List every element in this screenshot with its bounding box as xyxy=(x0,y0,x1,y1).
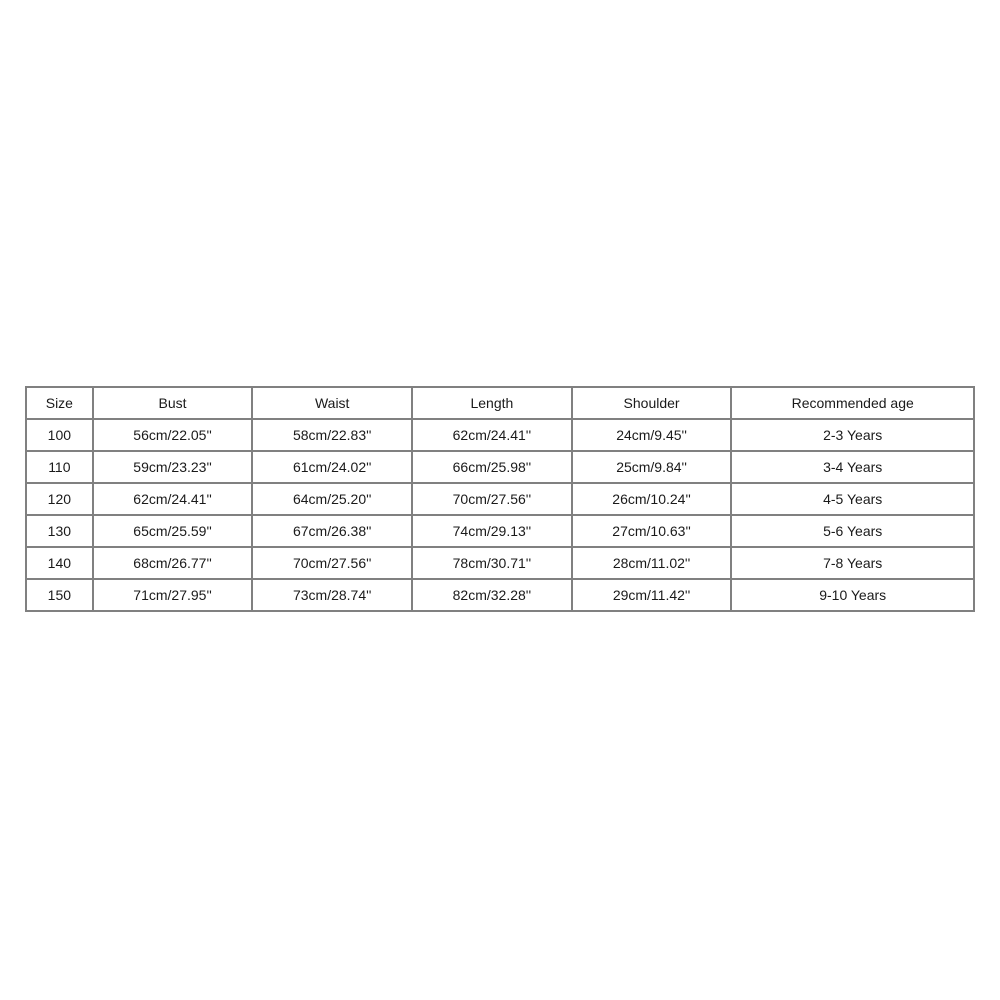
cell-bust: 68cm/26.77'' xyxy=(93,547,253,579)
cell-length: 66cm/25.98'' xyxy=(412,451,572,483)
cell-size: 120 xyxy=(26,483,93,515)
table-row xyxy=(26,579,974,611)
header-bust: Bust xyxy=(93,387,253,419)
cell-size: 110 xyxy=(26,451,93,483)
cell-shoulder: 28cm/11.02'' xyxy=(572,547,732,579)
table-row xyxy=(26,483,974,515)
cell-bust: 59cm/23.23'' xyxy=(93,451,253,483)
cell-bust: 62cm/24.41'' xyxy=(93,483,253,515)
cell-shoulder: 26cm/10.24'' xyxy=(572,483,732,515)
cell-bust: 65cm/25.59'' xyxy=(93,515,253,547)
cell-recommended-age: 7-8 Years xyxy=(731,547,974,579)
cell-recommended-age: 5-6 Years xyxy=(731,515,974,547)
header-waist: Waist xyxy=(252,387,412,419)
cell-recommended-age: 4-5 Years xyxy=(731,483,974,515)
header-length: Length xyxy=(412,387,572,419)
cell-shoulder: 27cm/10.63'' xyxy=(572,515,732,547)
cell-waist: 64cm/25.20'' xyxy=(252,483,412,515)
cell-size: 130 xyxy=(26,515,93,547)
cell-shoulder: 29cm/11.42'' xyxy=(572,579,732,611)
header-recommended-age: Recommended age xyxy=(731,387,974,419)
cell-bust: 56cm/22.05'' xyxy=(93,419,253,451)
cell-length: 70cm/27.56'' xyxy=(412,483,572,515)
header-shoulder: Shoulder xyxy=(572,387,732,419)
cell-length: 74cm/29.13'' xyxy=(412,515,572,547)
cell-waist: 73cm/28.74'' xyxy=(252,579,412,611)
cell-recommended-age: 9-10 Years xyxy=(731,579,974,611)
table-row xyxy=(26,547,974,579)
cell-size: 150 xyxy=(26,579,93,611)
cell-waist: 70cm/27.56'' xyxy=(252,547,412,579)
cell-size: 100 xyxy=(26,419,93,451)
cell-shoulder: 24cm/9.45'' xyxy=(572,419,732,451)
cell-length: 78cm/30.71'' xyxy=(412,547,572,579)
cell-recommended-age: 3-4 Years xyxy=(731,451,974,483)
cell-waist: 67cm/26.38'' xyxy=(252,515,412,547)
cell-length: 82cm/32.28'' xyxy=(412,579,572,611)
cell-waist: 61cm/24.02'' xyxy=(252,451,412,483)
cell-shoulder: 25cm/9.84'' xyxy=(572,451,732,483)
table-header-row xyxy=(26,387,974,419)
header-size: Size xyxy=(26,387,93,419)
cell-waist: 58cm/22.83'' xyxy=(252,419,412,451)
cell-size: 140 xyxy=(26,547,93,579)
table-row xyxy=(26,515,974,547)
table-row xyxy=(26,451,974,483)
cell-bust: 71cm/27.95'' xyxy=(93,579,253,611)
cell-length: 62cm/24.41'' xyxy=(412,419,572,451)
cell-recommended-age: 2-3 Years xyxy=(731,419,974,451)
size-chart-table xyxy=(25,386,975,612)
table-row xyxy=(26,419,974,451)
